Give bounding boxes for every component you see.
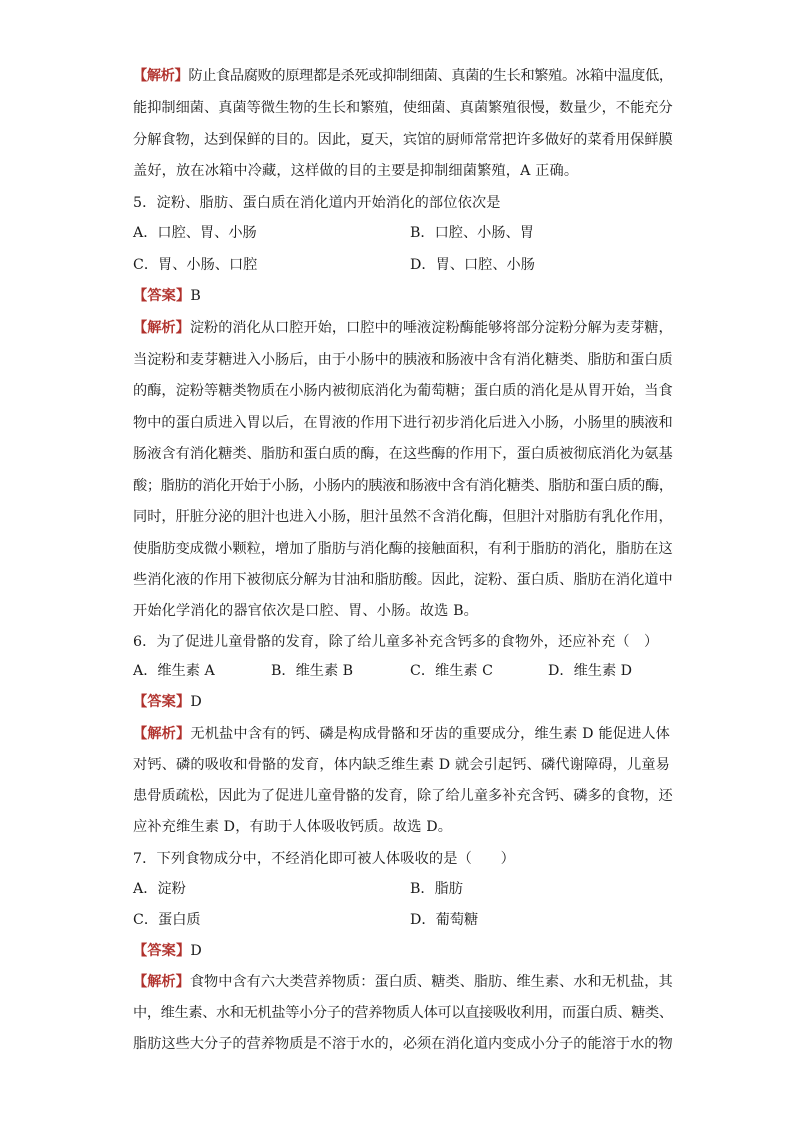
question-7-answer: 【答案】D bbox=[133, 943, 202, 959]
analysis-line: 开始化学消化的器官依次是口腔、胃、小肠。故选 B。 bbox=[133, 603, 478, 619]
answer-tag: 【答案】 bbox=[133, 288, 191, 304]
analysis-line: 使脂肪变成微小颗粒，增加了脂肪与消化酶的接触面积，有利于脂肪的消化，脂肪在这 bbox=[133, 541, 673, 557]
question-6-stem: 6．为了促进儿童骨骼的发育，除了给儿童多补充含钙多的食物外，还应补充（ ） bbox=[133, 634, 659, 650]
answer-tag: 【答案】 bbox=[133, 694, 191, 710]
question-6-option-c: C．维生素 C bbox=[410, 663, 493, 679]
analysis-line: 【解析】无机盐中含有的钙、磷是构成骨骼和牙齿的重要成分，维生素 D 能促进人体 bbox=[133, 726, 671, 742]
analysis-line: 盖好，放在冰箱中冷藏，这样做的目的主要是抑制细菌繁殖，A 正确。 bbox=[133, 163, 579, 179]
analysis-line: 酸；脂肪的消化开始于小肠，小肠内的胰液和肠液中含有消化糖类、脂肪和蛋白质的酶， bbox=[133, 478, 673, 494]
question-6-option-b: B．维生素 B bbox=[271, 663, 354, 679]
analysis-line: 物中的蛋白质进入胃以后，在胃液的作用下进行初步消化后进入小肠，小肠里的胰液和 bbox=[133, 415, 673, 431]
analysis-tag: 【解析】 bbox=[133, 974, 190, 990]
question-7-option-b: B．脂肪 bbox=[410, 881, 463, 897]
question-7-stem: 7．下列食物成分中，不经消化即可被人体吸收的是（ ） bbox=[133, 851, 515, 867]
question-5-option-a: A．口腔、胃、小肠 bbox=[133, 225, 257, 241]
analysis-line: 些消化液的作用下被彻底分解为甘油和脂肪酸。因此，淀粉、蛋白质、脂肪在消化道中 bbox=[133, 572, 673, 588]
analysis-line: 肠液含有消化糖类、脂肪和蛋白质的酶，在这些酶的作用下，蛋白质被彻底消化为氨基 bbox=[133, 446, 673, 462]
analysis-tag: 【解析】 bbox=[133, 726, 191, 742]
analysis-line: 患骨质疏松，因此为了促进儿童骨骼的发育，除了给儿童多补充含钙、磷多的食物，还 bbox=[133, 788, 673, 804]
question-6-answer: 【答案】D bbox=[133, 694, 202, 710]
question-7-option-c: C．蛋白质 bbox=[133, 912, 201, 928]
analysis-line: 分解食物，达到保鲜的目的。因此，夏天，宾馆的厨师常常把许多做好的菜肴用保鲜膜 bbox=[133, 132, 673, 148]
analysis-tag: 【解析】 bbox=[133, 320, 190, 336]
analysis-line: 【解析】防止食品腐败的原理都是杀死或抑制细菌、真菌的生长和繁殖。冰箱中温度低， bbox=[133, 68, 673, 84]
analysis-line: 的酶，淀粉等糖类物质在小肠内被彻底消化为葡萄糖；蛋白质的消化是从胃开始，当食 bbox=[133, 383, 673, 399]
analysis-line: 能抑制细菌、真菌等微生物的生长和繁殖，使细菌、真菌繁殖很慢，数量少，不能充分 bbox=[133, 100, 673, 116]
question-5-option-c: C．胃、小肠、口腔 bbox=[133, 257, 258, 273]
question-6-option-d: D．维生素 D bbox=[548, 663, 633, 679]
question-5-option-d: D．胃、口腔、小肠 bbox=[410, 257, 535, 273]
analysis-line: 中，维生素、水和无机盐等小分子的营养物质人体可以直接吸收利用，而蛋白质、糖类、 bbox=[133, 1005, 673, 1021]
question-7-option-a: A．淀粉 bbox=[133, 881, 186, 897]
question-5-answer: 【答案】B bbox=[133, 288, 201, 304]
analysis-line: 同时，肝脏分泌的胆汁也进入小肠，胆汁虽然不含消化酶，但胆汁对脂肪有乳化作用， bbox=[133, 509, 673, 525]
analysis-line: 对钙、磷的吸收和骨骼的发育，体内缺乏维生素 D 就会引起钙、磷代谢障碍，儿童易 bbox=[133, 757, 670, 773]
analysis-tag: 【解析】 bbox=[133, 68, 189, 84]
question-6-option-a: A．维生素 A bbox=[133, 663, 215, 679]
analysis-line: 脂肪这些大分子的营养物质是不溶于水的，必须在消化道内变成小分子的能溶于水的物 bbox=[133, 1036, 673, 1052]
analysis-line: 【解析】食物中含有六大类营养物质：蛋白质、糖类、脂肪、维生素、水和无机盐，其 bbox=[133, 974, 673, 990]
question-7-option-d: D．葡萄糖 bbox=[410, 912, 479, 928]
analysis-line: 应补充维生素 D，有助于人体吸收钙质。故选 D。 bbox=[133, 819, 453, 835]
question-5-stem: 5．淀粉、脂肪、蛋白质在消化道内开始消化的部位依次是 bbox=[133, 195, 501, 211]
analysis-line: 【解析】淀粉的消化从口腔开始，口腔中的唾液淀粉酶能够将部分淀粉分解为麦芽糖， bbox=[133, 320, 673, 336]
question-5-option-b: B．口腔、小肠、胃 bbox=[410, 225, 534, 241]
analysis-line: 当淀粉和麦芽糖进入小肠后，由于小肠中的胰液和肠液中含有消化糖类、脂肪和蛋白质 bbox=[133, 352, 673, 368]
answer-tag: 【答案】 bbox=[133, 943, 191, 959]
